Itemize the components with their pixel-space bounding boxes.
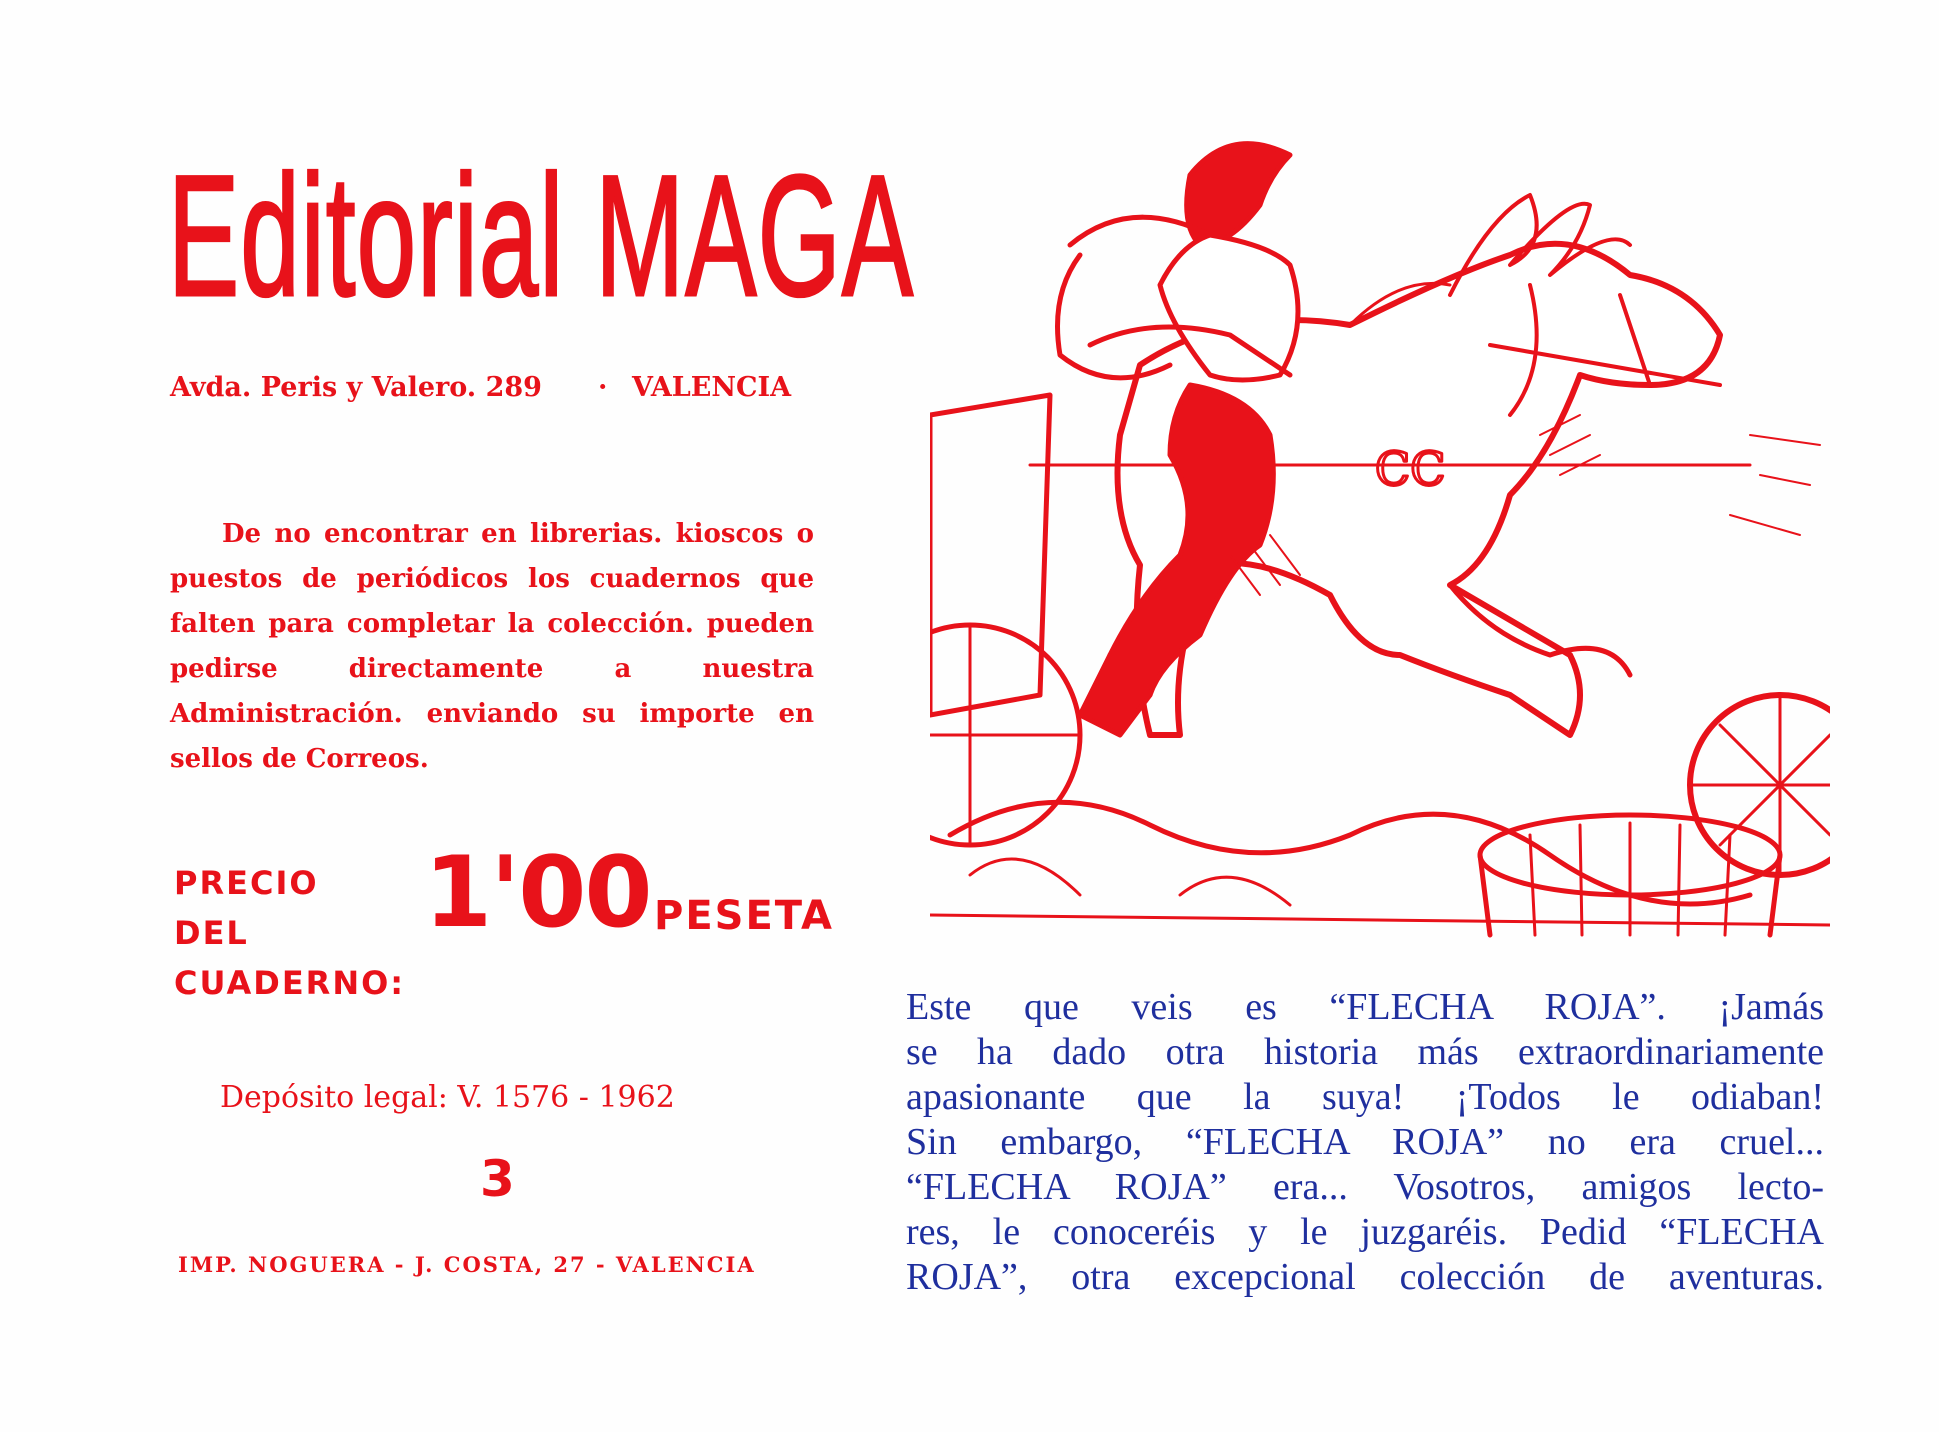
publisher-title: Editorial MAGA [168,140,915,332]
price-unit: PESETA [654,893,834,939]
city: VALENCIA [632,372,792,403]
price-label-line1: PRECIO DEL [174,864,319,952]
ordering-notice: De no encontrar en librerias. kioscos o puestos de periódicos los cuadernos que falten para completar la colección. pueden pedirse directamente a nuestra Administración. enviando su importe en sellos de Correos. [170,519,814,774]
blurb-line: Sin embargo, “FLECHA ROJA” no era cruel... [906,1121,1824,1163]
blurb-line: Este que veis es “FLECHA ROJA”. ¡Jamás [906,986,1824,1028]
blurb-line: ROJA”, otra excepcional colección de aventuras. [906,1256,1824,1298]
publisher-address-line [170,372,810,403]
svg-text:CC: CC [1375,442,1446,496]
price-label-line2: CUADERNO: [174,964,406,1002]
price-value: 1'00 [424,836,651,950]
blurb-line: apasionante que la suya! ¡Todos le odiaban! [906,1076,1824,1118]
printer-credit: IMP. NOGUERA - J. COSTA, 27 - VALENCIA [178,1252,756,1277]
rider-horse-illustration [930,135,1830,955]
blurb-line: “FLECHA ROJA” era... Vosotros, amigos lecto- [906,1166,1824,1208]
price-label [174,858,406,1008]
wagon [930,395,1050,715]
street-address: Avda. Peris y Valero. 289 [170,372,542,403]
issue-number: 3 [480,1150,515,1208]
flecha-roja-blurb [906,985,1824,1300]
blurb-line: se ha dado otra historia más extraordinariamente [906,1031,1824,1073]
blurb-line: res, le conoceréis y le juzgaréis. Pedid “FLECHA [906,1211,1824,1253]
legal-deposit: Depósito legal: V. 1576 - 1962 [220,1080,675,1115]
address-separator: · [598,372,608,403]
barrel [1480,815,1780,935]
